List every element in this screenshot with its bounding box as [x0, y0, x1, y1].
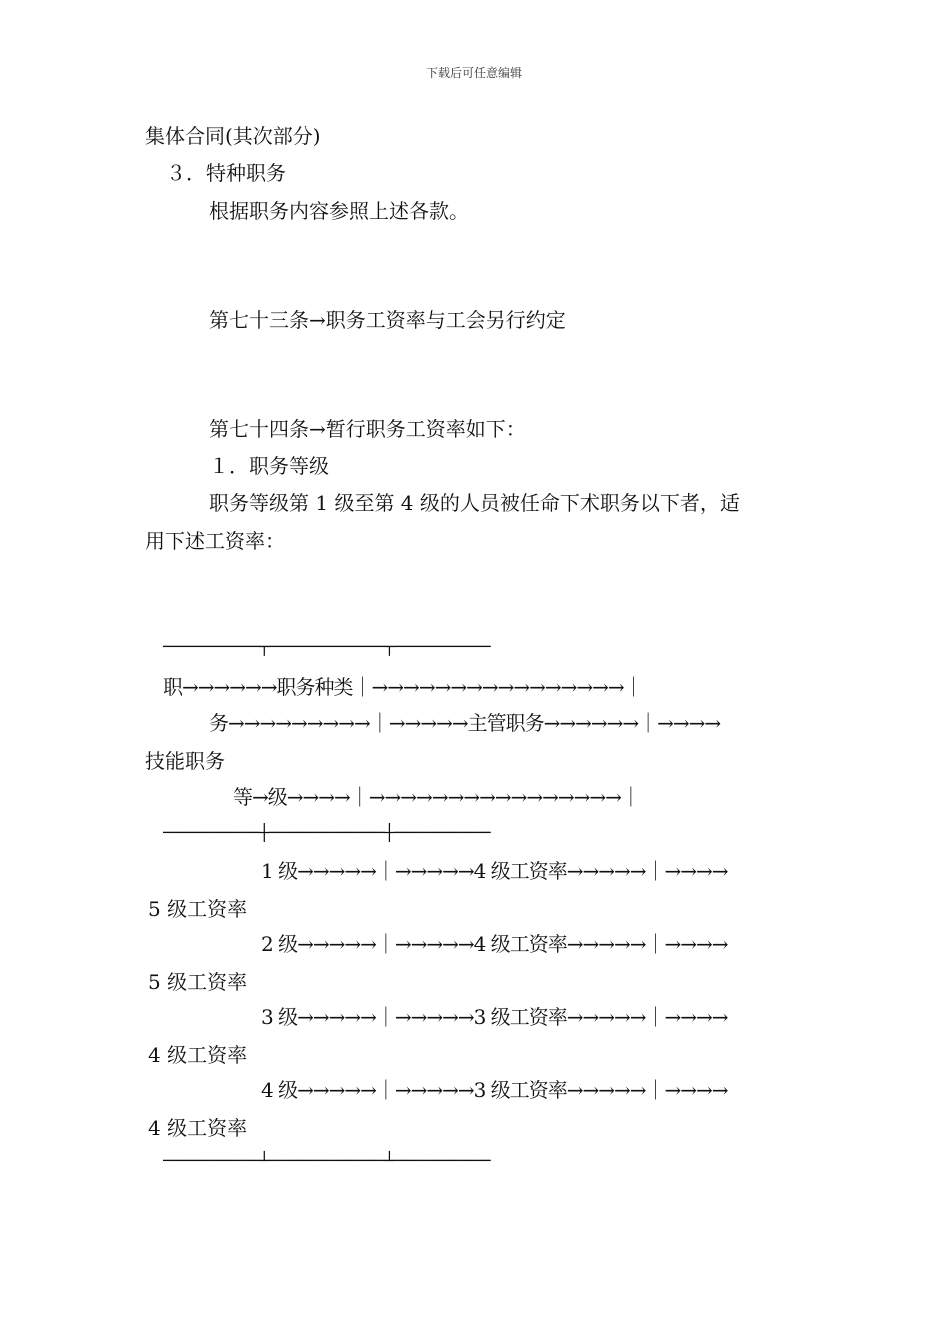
paragraph-line-1: 职务等级第 1 级至第 4 级的人员被任命下术职务以下者，适 — [209, 491, 740, 515]
table-header-row-2-wrap: 技能职务 — [145, 749, 225, 773]
paragraph-line-2: 用下述工资率： — [145, 529, 285, 553]
table-header-row-1: 职→→→→→→职务种类｜→→→→→→→→→→→→→→→→｜ — [163, 675, 643, 699]
table-top-border: ──────────┬────────────┬────────── — [163, 637, 491, 656]
section-item-3: ３．特种职务 — [166, 161, 286, 185]
table-header-row-3: 等→级→→→→｜→→→→→→→→→→→→→→→→｜ — [233, 785, 640, 809]
table-row: 4 级→→→→→｜→→→→→3 级工资率→→→→→｜→→→→ — [261, 1078, 728, 1102]
table-row-wrap: 5 级工资率 — [148, 970, 248, 994]
document-title: 集体合同(其次部分) — [145, 124, 321, 148]
table-row-wrap: 5 级工资率 — [148, 897, 248, 921]
table-row-wrap: 4 级工资率 — [148, 1043, 248, 1067]
table-row: 1 级→→→→→｜→→→→→4 级工资率→→→→→｜→→→→ — [261, 859, 728, 883]
section-item-1: １．职务等级 — [209, 454, 329, 478]
article-74: 第七十四条→暂行职务工资率如下： — [209, 417, 526, 441]
table-header-row-2: 务→→→→→→→→→｜→→→→→主管职务→→→→→→｜→→→→ — [209, 711, 721, 735]
table-row-wrap: 4 级工资率 — [148, 1116, 248, 1140]
page-header-note: 下载后可任意编辑 — [426, 66, 523, 80]
table-row: 2 级→→→→→｜→→→→→4 级工资率→→→→→｜→→→→ — [261, 932, 728, 956]
article-73: 第七十三条→职务工资率与工会另行约定 — [209, 308, 566, 332]
section-item-3-text: 根据职务内容参照上述各款。 — [209, 199, 469, 223]
table-bottom-border: ──────────┴────────────┴────────── — [163, 1151, 491, 1170]
table-row: 3 级→→→→→｜→→→→→3 级工资率→→→→→｜→→→→ — [261, 1005, 728, 1029]
table-middle-border: ──────────┼────────────┼────────── — [163, 823, 491, 842]
